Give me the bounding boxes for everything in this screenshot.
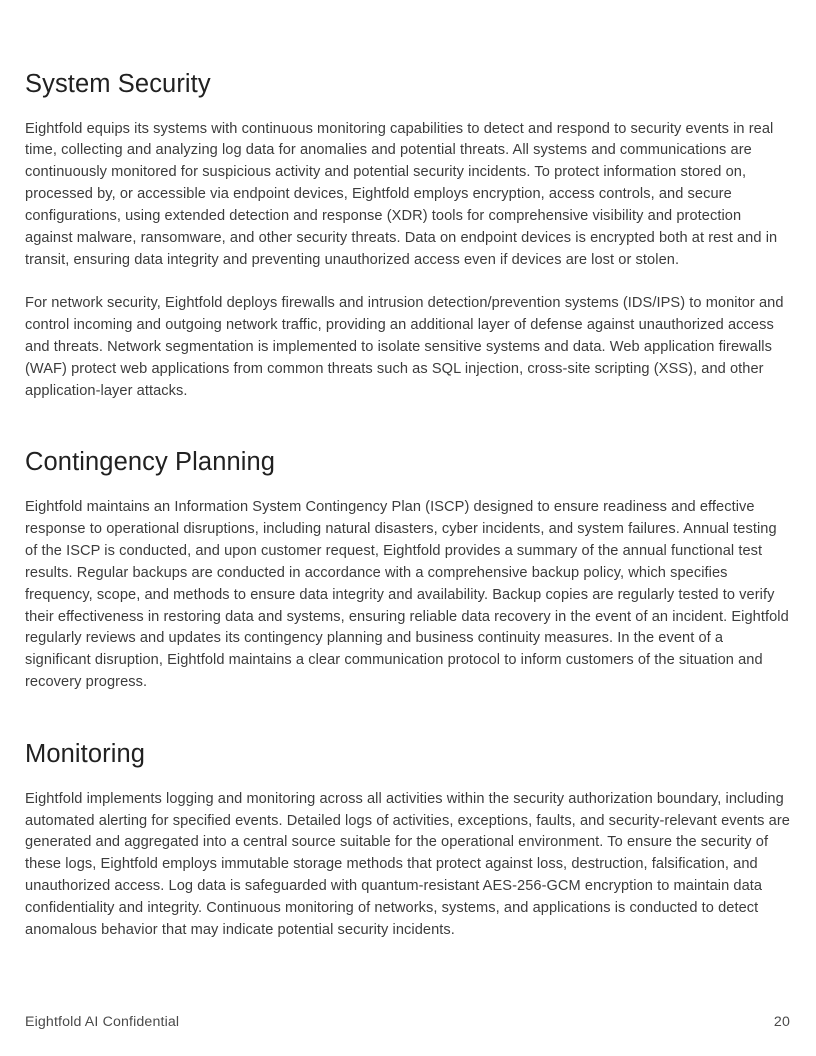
footer-confidentiality-label: Eightfold AI Confidential	[25, 1014, 180, 1030]
paragraph-system-security-2: For network security, Eightfold deploys firewalls and intrusion detection/prevention systems (IDS/IPS) to monitor and control incoming and outgoing network traffic, providing an additional layer of defense against unauthorized access and threats. Network segmentation is implemented to isolate sensitive systems and data. Web application firewalls (WAF) protect web applications from common threats such as SQL injection, cross-site scripting (XSS), and other application-layer attacks.	[25, 294, 784, 399]
document-content	[25, 70, 790, 942]
paragraph-monitoring-1: Eightfold implements logging and monitoring across all activities within the security authorization boundary, including automated alerting for specified events. Detailed logs of activities, exceptions, faults, and security-relevant events are generated and aggregated into a central source suitable for the operational environment. To ensure the security of these logs, Eightfold employs immutable storage methods that protect against loss, destruction, falsification, and unauthorized access. Log data is safeguarded with quantum-resistant AES-256-GCM encryption to maintain data confidentiality and integrity. Continuous monitoring of networks, systems, and applications is conducted to detect anomalous behavior that may indicate potential security incidents.	[25, 790, 790, 939]
section-system-security	[25, 70, 790, 402]
section-heading-contingency-planning: Contingency Planning	[25, 448, 276, 477]
section-contingency-planning	[25, 448, 790, 694]
page-footer	[25, 1014, 790, 1030]
paragraph-contingency-planning-1: Eightfold maintains an Information System Contingency Plan (ISCP) designed to ensure readiness and effective response to operational disruptions, including natural disasters, cyber incidents, and system failures. Annual testing of the ISCP is conducted, and upon customer request, Eightfold provides a summary of the annual functional test results. Regular backups are conducted in accordance with a comprehensive backup policy, which specifies frequency, scope, and methods to ensure data integrity and availability. Backup copies are regularly tested to verify their effectiveness in restoring data and systems, ensuring reliable data recovery in the event of an incident. Eightfold regularly reviews and updates its contingency planning and business continuity measures. In the event of a significant disruption, Eightfold maintains a clear communication protocol to inform customers of the situation and recovery progress.	[25, 498, 789, 691]
section-monitoring	[25, 740, 790, 942]
section-heading-system-security: System Security	[25, 70, 211, 98]
footer-page-number: 20	[773, 1014, 790, 1030]
paragraph-system-security-1: Eightfold equips its systems with continuous monitoring capabilities to detect and respond to security events in real time, collecting and analyzing log data for anomalies and potential threats. All systems and communications are continuously monitored for suspicious activity and potential security incidents. To protect information stored on, processed by, or accessible via endpoint devices, Eightfold employs encryption, access controls, and secure configurations, using extended detection and response (XDR) tools for comprehensive visibility and protection against malware, ransomware, and other security threats. Data on endpoint devices is encrypted both at rest and in transit, ensuring data integrity and preventing unauthorized access even if devices are lost or stolen.	[25, 120, 778, 268]
section-heading-monitoring: Monitoring	[25, 740, 146, 769]
